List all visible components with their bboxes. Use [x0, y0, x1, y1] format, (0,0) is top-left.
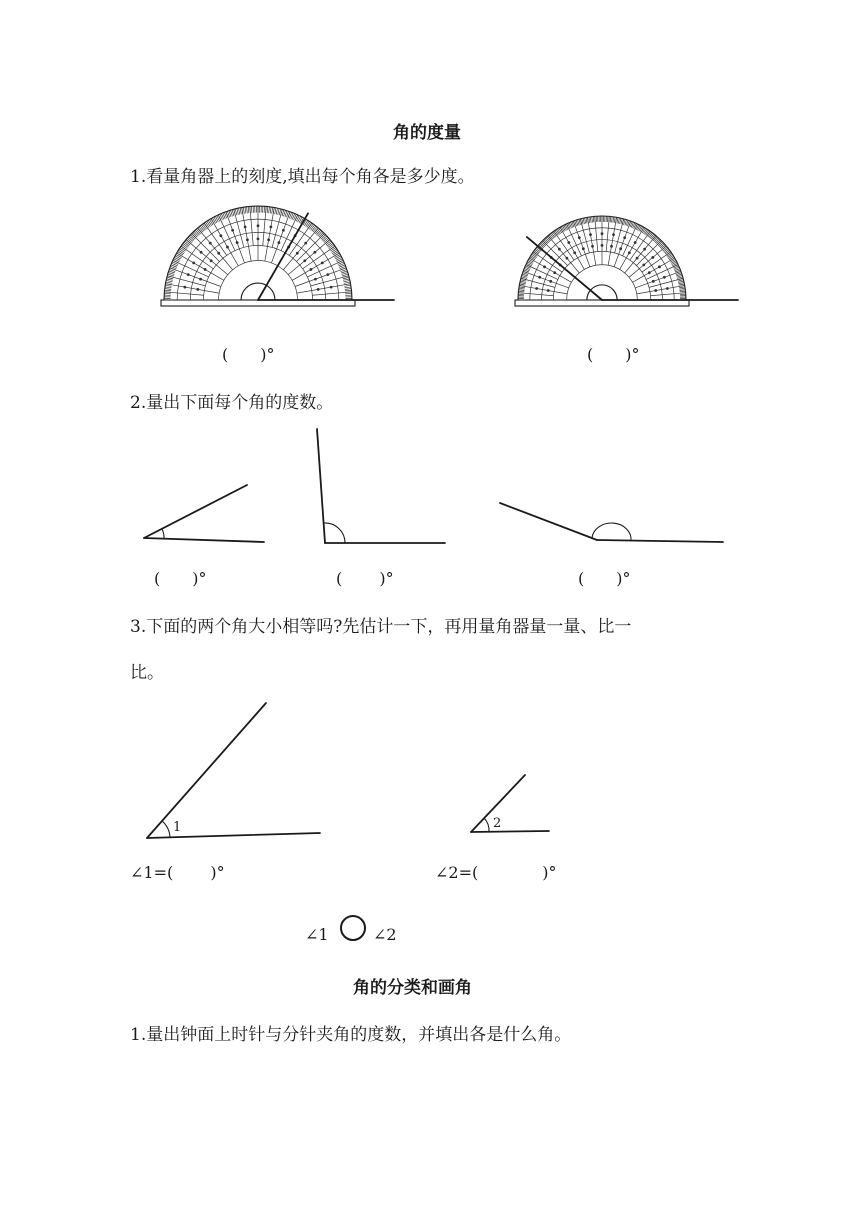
angle-figure-obtuse — [310, 425, 450, 550]
question-3-text-line-1: 3.下面的两个角大小相等吗?先估计一下，再用量角器量一量、比一 — [130, 617, 632, 637]
compare-angle-1: ∠1 — [305, 925, 329, 944]
compare-circle-blank[interactable] — [340, 915, 366, 941]
section-title-angle-classification: 角的分类和画角 — [353, 978, 472, 998]
angle-figure-1 — [140, 698, 330, 843]
angle-1-label: 1 — [173, 820, 182, 835]
question-3-text-line-2: 比。 — [130, 663, 164, 683]
angle-figure-acute — [140, 480, 270, 550]
section-2-question-1-text: 1.量出钟面上时针与分针夹角的度数，并填出各是什么角。 — [130, 1025, 572, 1045]
answer-blank-protractor-right[interactable]: ( )° — [587, 345, 640, 364]
answer-blank-angle-1[interactable]: ( )° — [154, 569, 207, 588]
answer-blank-protractor-left[interactable]: ( )° — [222, 345, 275, 364]
angle-figure-wide — [495, 495, 730, 550]
answer-blank-angle-2[interactable]: ( )° — [336, 569, 394, 588]
compare-angle-2: ∠2 — [373, 925, 397, 944]
answer-blank-angle-3[interactable]: ( )° — [578, 569, 631, 588]
protractor-right — [502, 226, 747, 312]
answer-blank-angle-2-degree[interactable]: ∠2=( )° — [435, 863, 557, 882]
section-title-angle-measure: 角的度量 — [393, 123, 461, 143]
question-1-text: 1.看量角器上的刻度,填出每个角各是多少度。 — [130, 167, 475, 187]
protractor-left — [158, 212, 403, 312]
answer-blank-angle-1-degree[interactable]: ∠1=( )° — [130, 863, 225, 882]
angle-2-label: 2 — [493, 816, 502, 831]
angle-figure-2 — [465, 770, 555, 840]
question-2-text: 2.量出下面每个角的度数。 — [130, 393, 334, 413]
